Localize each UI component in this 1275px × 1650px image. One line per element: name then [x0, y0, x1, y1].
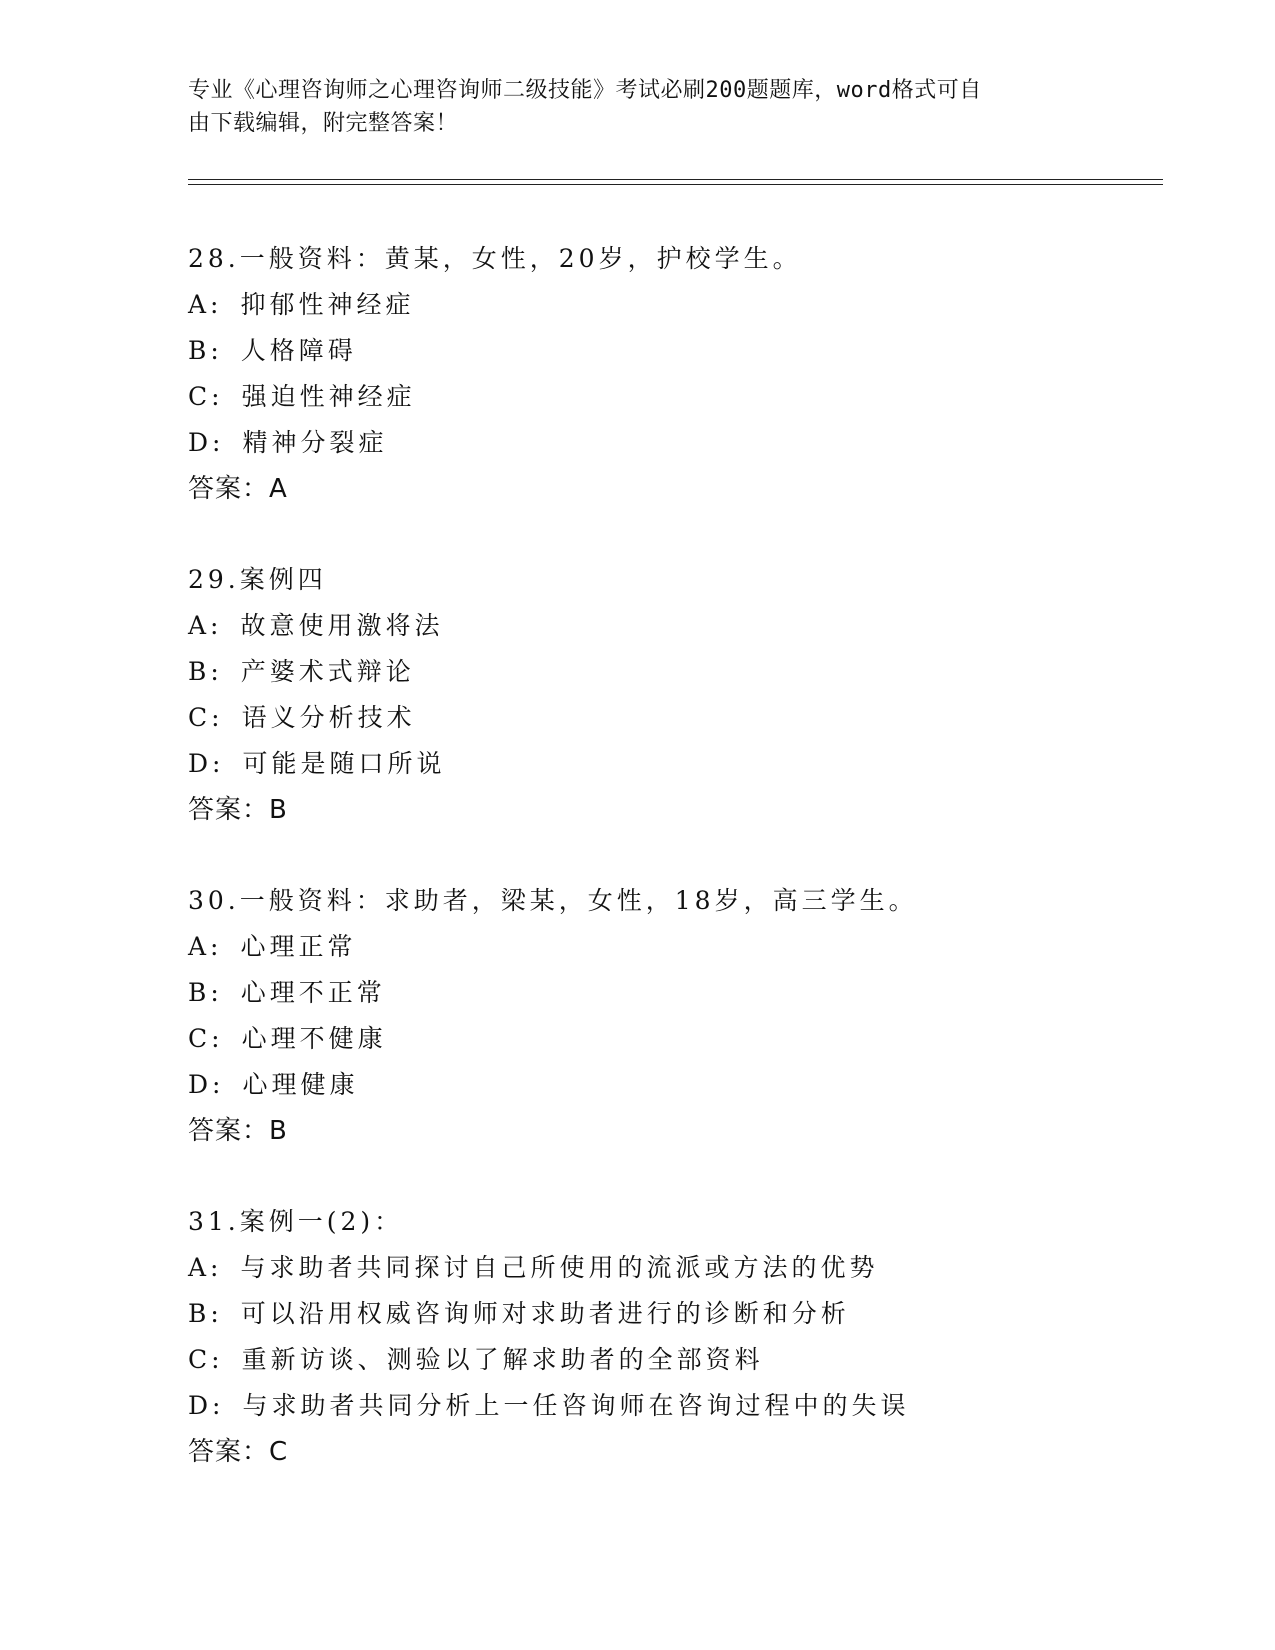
option-text: 产婆术式辩论: [240, 657, 415, 686]
option-d: [188, 1383, 1148, 1429]
option-letter: B:: [188, 657, 223, 686]
question-31: [188, 1199, 1148, 1475]
option-letter: D:: [188, 749, 225, 778]
option-c: [188, 374, 1148, 420]
option-a: [188, 924, 1148, 970]
option-text: 与求助者共同分析上一任咨询师在咨询过程中的失误: [242, 1391, 910, 1420]
header-divider-bottom: [188, 184, 1163, 185]
option-b: [188, 1291, 1148, 1337]
option-text: 可能是随口所说: [242, 749, 446, 778]
header-line-2: 由下载编辑，附完整答案！: [188, 111, 459, 136]
question-text: 一般资料：黄某，女性，20岁，护校学生。: [239, 244, 802, 273]
question-29: [188, 557, 1148, 833]
answer-line: 答案：B: [188, 795, 288, 825]
option-letter: B:: [188, 1299, 223, 1328]
option-text: 心理正常: [240, 932, 357, 961]
option-text: 与求助者共同探讨自己所使用的流派或方法的优势: [240, 1253, 879, 1282]
option-text: 抑郁性神经症: [240, 290, 415, 319]
option-b: [188, 649, 1148, 695]
answer-line: 答案：B: [188, 1116, 288, 1146]
option-text: 可以沿用权威咨询师对求助者进行的诊断和分析: [240, 1299, 850, 1328]
question-text: 案例四: [239, 565, 327, 594]
option-text: 故意使用激将法: [240, 611, 444, 640]
option-a: [188, 282, 1148, 328]
question-28: [188, 236, 1148, 512]
option-text: 心理健康: [242, 1070, 359, 1099]
header-divider-top: [188, 179, 1163, 180]
option-a: [188, 603, 1148, 649]
question-30: [188, 878, 1148, 1154]
option-letter: A:: [188, 290, 223, 319]
header-line-1: 专业《心理咨询师之心理咨询师二级技能》考试必刷200题题库，word格式可自: [188, 78, 982, 103]
question-text: 一般资料：求助者，梁某，女性，18岁，高三学生。: [239, 886, 918, 915]
option-letter: A:: [188, 1253, 223, 1282]
document-header: [188, 74, 1068, 140]
option-text: 心理不正常: [240, 978, 386, 1007]
option-text: 人格障碍: [240, 336, 357, 365]
question-text: 案例一(2)：: [239, 1207, 404, 1236]
option-a: [188, 1245, 1148, 1291]
option-letter: D:: [188, 1070, 225, 1099]
option-letter: C:: [188, 1024, 224, 1053]
question-number: 28.: [188, 244, 240, 273]
option-d: [188, 1062, 1148, 1108]
option-text: 心理不健康: [241, 1024, 387, 1053]
option-text: 语义分析技术: [241, 703, 416, 732]
option-text: 精神分裂症: [242, 428, 388, 457]
answer-line: 答案：A: [188, 474, 288, 504]
option-b: [188, 970, 1148, 1016]
question-stem: [188, 1199, 1148, 1245]
option-d: [188, 420, 1148, 466]
option-letter: D:: [188, 428, 225, 457]
option-letter: A:: [188, 932, 223, 961]
option-letter: C:: [188, 382, 224, 411]
option-letter: D:: [188, 1391, 225, 1420]
option-b: [188, 328, 1148, 374]
option-c: [188, 1016, 1148, 1062]
option-text: 重新访谈、测验以了解求助者的全部资料: [241, 1345, 764, 1374]
question-number: 30.: [188, 886, 240, 915]
option-text: 强迫性神经症: [241, 382, 416, 411]
option-letter: C:: [188, 1345, 224, 1374]
question-stem: [188, 557, 1148, 603]
option-letter: B:: [188, 336, 223, 365]
option-c: [188, 695, 1148, 741]
answer-line: 答案：C: [188, 1437, 289, 1467]
question-number: 29.: [188, 565, 240, 594]
option-d: [188, 741, 1148, 787]
question-number: 31.: [188, 1207, 240, 1236]
option-letter: C:: [188, 703, 224, 732]
option-c: [188, 1337, 1148, 1383]
question-stem: [188, 236, 1148, 282]
question-stem: [188, 878, 1148, 924]
option-letter: B:: [188, 978, 223, 1007]
option-letter: A:: [188, 611, 223, 640]
